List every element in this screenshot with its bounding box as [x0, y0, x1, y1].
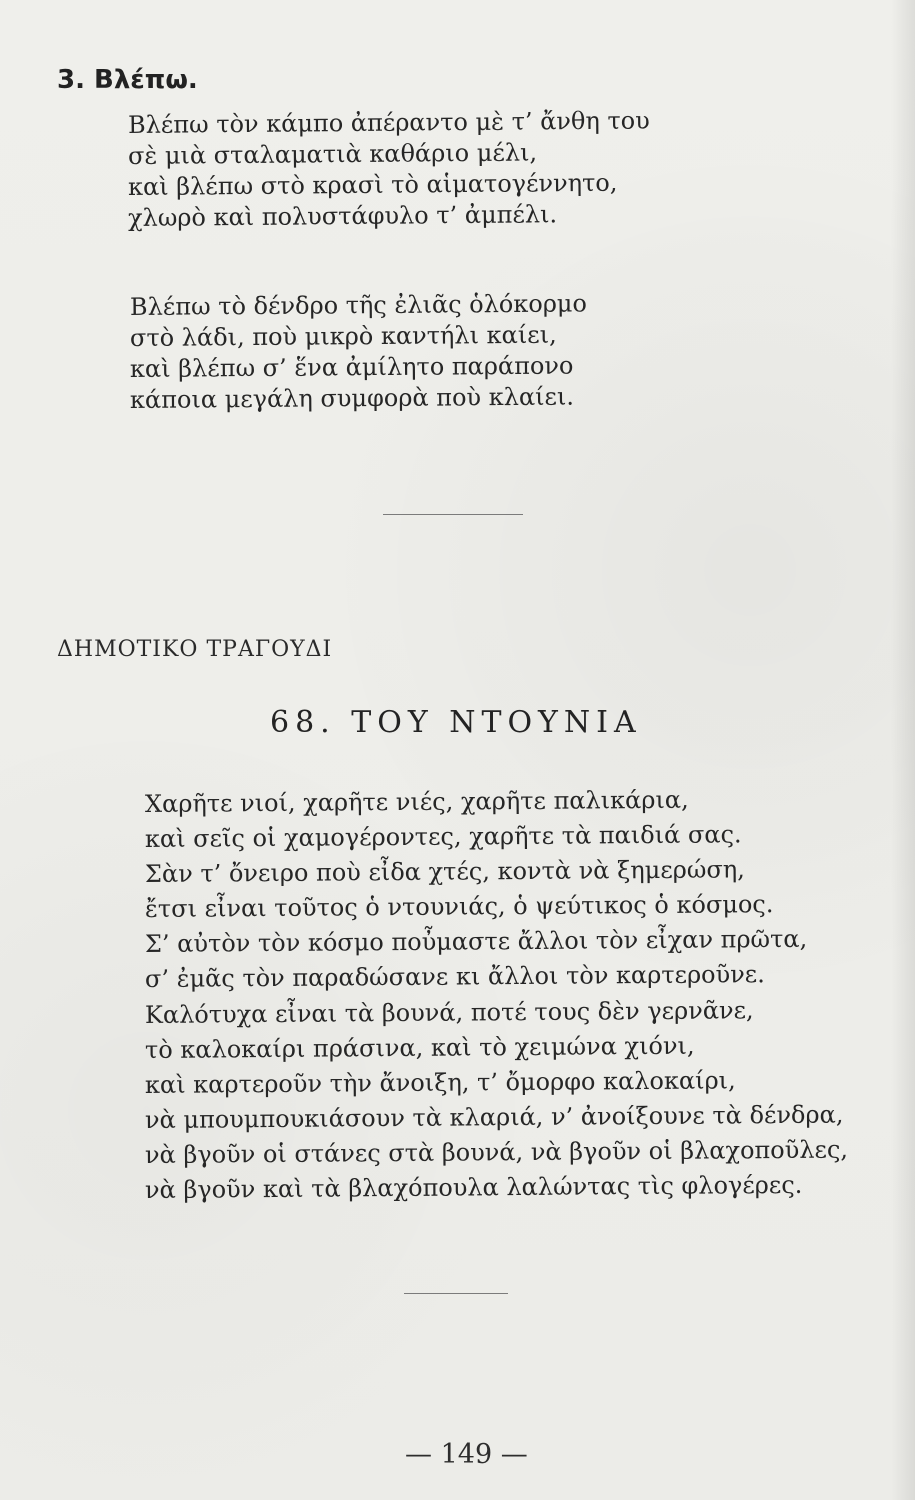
folk-song-lines [145, 787, 848, 1208]
poem-stanza-two [129, 289, 588, 416]
page-edge-shadow [891, 0, 915, 1500]
song-line: Χαρῆτε νιοί, χαρῆτε νιές, χαρῆτε παλικάρια, [144, 785, 689, 818]
poem-line: σὲ μιὰ σταλαματιὰ καθάριο μέλι, [127, 138, 538, 170]
song-line: Σ’ αὐτὸν τὸν κόσμο ποὖμαστε ἄλλοι τὸν εἶχαν πρῶτα, [144, 925, 808, 959]
song-line: καὶ καρτεροῦν τὴν ἄνοιξη, τ’ ὄμορφο καλοκαίρι, [144, 1066, 736, 1099]
poem-line: καὶ βλέπω στὸ κρασὶ τὸ αἱματογέννητο, [127, 168, 618, 201]
poem-line: χλωρὸ καὶ πολυστάφυλο τ’ ἀμπέλι. [127, 200, 558, 232]
poem-stanza-one [127, 106, 650, 234]
section-divider [383, 514, 523, 515]
poem-line: Βλέπω τὸ δένδρο τῆς ἐλιᾶς ὁλόκορμο [129, 289, 588, 321]
poem-line: Βλέπω τὸν κάμπο ἀπέραντο μὲ τ’ ἄνθη του [127, 106, 650, 139]
song-line: νὰ βγοῦν καὶ τὰ βλαχόπουλα λαλώντας τὶς φλογέρες. [144, 1170, 803, 1205]
poem-line: στὸ λάδι, ποὺ μικρὸ καντήλι καίει, [129, 320, 557, 352]
folk-song-category: ΔΗΜΟΤΙΚΟ ΤΡΑΓΟΥΔΙ [57, 637, 333, 662]
end-divider [404, 1293, 508, 1294]
song-line: καὶ σεῖς οἱ χαμογέροντες, χαρῆτε τὰ παιδιά σας. [144, 820, 742, 854]
poem-line: καὶ βλέπω σ’ ἕνα ἀμίλητο παράπονο [129, 351, 574, 383]
song-line: ἔτσι εἶναι τοῦτος ὁ ντουνιάς, ὁ ψεύτικος ὁ κόσμος. [144, 890, 774, 924]
song-line: τὸ καλοκαίρι πράσινα, καὶ τὸ χειμώνα χιόνι, [144, 1031, 695, 1064]
song-line: σ’ ἐμᾶς τὸν παραδώσανε κι ἄλλοι τὸν καρτεροῦνε. [144, 960, 765, 994]
song-line: Σὰν τ’ ὄνειρο ποὺ εἶδα χτές, κοντὰ νὰ ξημερώση, [144, 855, 745, 889]
poem-line: κάποια μεγάλη συμφορὰ ποὺ κλαίει. [129, 382, 575, 414]
page-number: — 149 — [405, 1439, 528, 1470]
song-line: νὰ βγοῦν οἱ στάνες στὰ βουνά, νὰ βγοῦν οἱ βλαχοποῦλες, [144, 1135, 849, 1169]
folk-song-title: 68. ΤΟΥ ΝΤΟΥΝΙΑ [270, 705, 642, 740]
song-line: Καλότυχα εἶναι τὰ βουνά, ποτέ τους δὲν γερνᾶνε, [144, 995, 754, 1029]
song-line: νὰ μπουμπουκιάσουν τὰ κλαριά, ν’ ἀνοίξουνε τὰ δένδρα, [144, 1100, 844, 1134]
poem-section-title: 3. Βλέπω. [57, 65, 198, 95]
